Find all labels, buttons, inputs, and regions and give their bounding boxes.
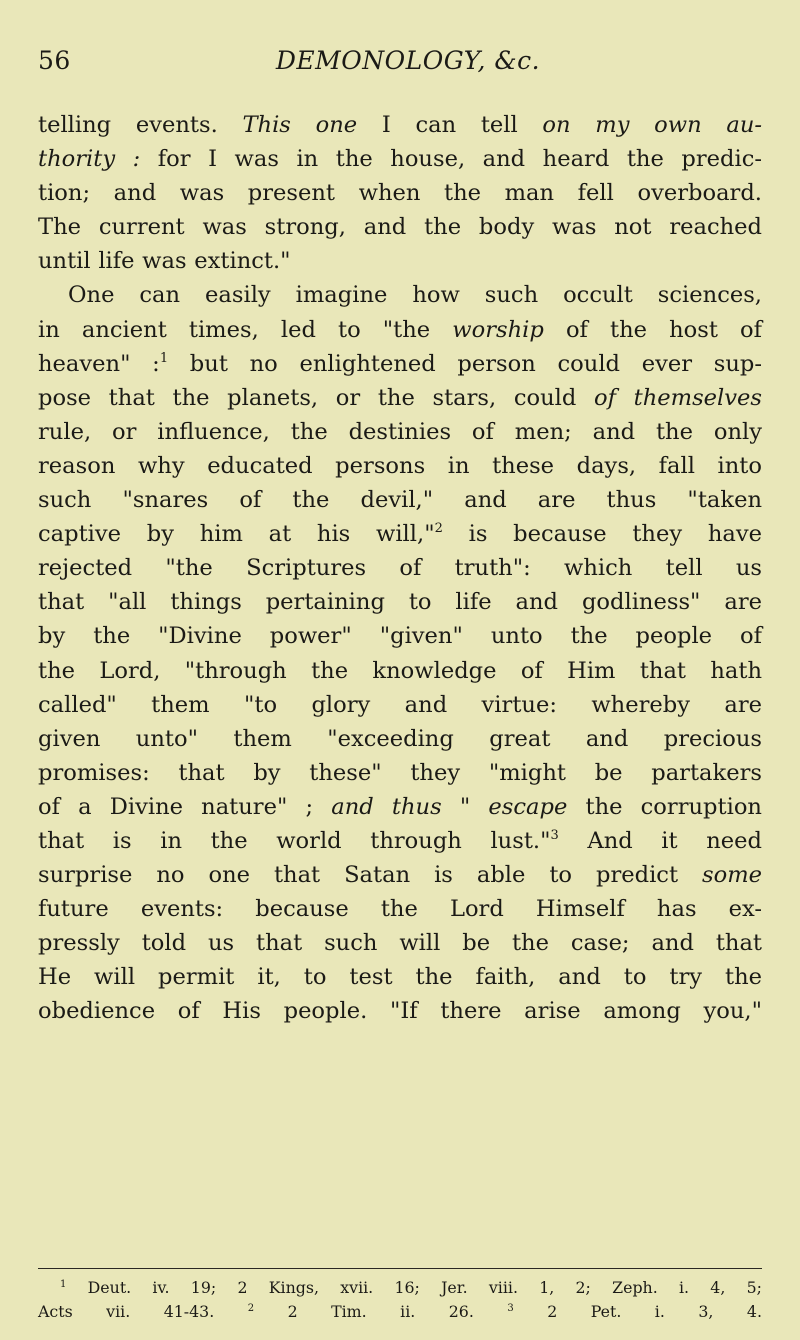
text-line: rejected "the Scriptures of truth": which tell us bbox=[38, 555, 762, 582]
text-line: captive by him at his will,"$^2$ is because they have bbox=[38, 521, 762, 548]
text-line: future events: because the Lord Himself has ex- bbox=[38, 896, 762, 923]
text-line: heaven" :$^1$ but no enlightened person could ever sup- bbox=[38, 350, 763, 377]
page-number: 56 bbox=[38, 46, 71, 75]
text-line: that "all things pertaining to life and godliness" are bbox=[38, 589, 762, 616]
footnote-marker-3: 3 bbox=[507, 1303, 514, 1314]
running-title: DEMONOLOGY, &c. bbox=[275, 46, 541, 75]
text-line: the Lord, "through the knowledge of Him that hath bbox=[38, 657, 762, 684]
text-line: called" them "to glory and virtue: whereby are bbox=[38, 691, 762, 718]
text-line: of a Divine nature" ; and thus " escape the corruption bbox=[38, 793, 762, 820]
text-line: surprise no one that Satan is able to predict some bbox=[38, 862, 762, 889]
footnote-rule bbox=[38, 1268, 762, 1269]
text-line: telling events. This one I can tell on my own au- bbox=[38, 112, 763, 138]
footnotes bbox=[38, 1276, 762, 1324]
footnote-ref-3: 3 bbox=[550, 827, 559, 843]
text-line: tion; and was present when the man fell overboard. bbox=[38, 180, 762, 207]
footnote-marker-2: 2 bbox=[247, 1303, 255, 1314]
text-line: in ancient times, led to "the worship of the host of bbox=[38, 316, 762, 343]
text-line: given unto" them "exceeding great and precious bbox=[38, 725, 762, 752]
text-line: that is in the world through lust."$^3$ And it need bbox=[38, 827, 762, 854]
text-line: He will permit it, to test the faith, and to try the bbox=[38, 964, 762, 991]
text-line: rule, or influence, the destinies of men; and the only bbox=[38, 418, 762, 445]
paragraph-start-line: One can easily imagine how such occult sciences, bbox=[68, 282, 762, 309]
text-line: by the "Divine power" "given" unto the people of bbox=[38, 623, 762, 650]
footnote-ref-1: 1 bbox=[159, 350, 169, 366]
text-line: until life was extinct." bbox=[38, 248, 291, 275]
footnote-marker-1: 1 bbox=[60, 1279, 67, 1290]
footnote-line: Acts vii. 41-43. $^2$ 2 Tim. ii. 26. $^3$ 2 Pet. i. 3, 4. bbox=[38, 1302, 762, 1321]
text-line: pose that the planets, or the stars, could of themselves bbox=[38, 384, 762, 411]
body-text bbox=[38, 108, 762, 1029]
text-line: reason why educated persons in these days, fall into bbox=[38, 452, 762, 479]
text-line: The current was strong, and the body was not reached bbox=[38, 214, 762, 241]
text-line: such "snares of the devil," and are thus "taken bbox=[38, 487, 762, 514]
footnote-ref-2: 2 bbox=[434, 521, 443, 537]
text-line: promises: that by these" they "might be partakers bbox=[38, 759, 762, 786]
text-line: thority : for I was in the house, and heard the predic- bbox=[38, 146, 762, 173]
running-head bbox=[38, 46, 778, 86]
footnote-line: $^1$ Deut. iv. 19; 2 Kings, xvii. 16; Jer. viii. 1, 2; Zeph. i. 4, 5; bbox=[60, 1278, 762, 1297]
text-line: pressly told us that such will be the case; and that bbox=[38, 930, 762, 957]
text-line: obedience of His people. "If there arise among you," bbox=[38, 998, 762, 1025]
